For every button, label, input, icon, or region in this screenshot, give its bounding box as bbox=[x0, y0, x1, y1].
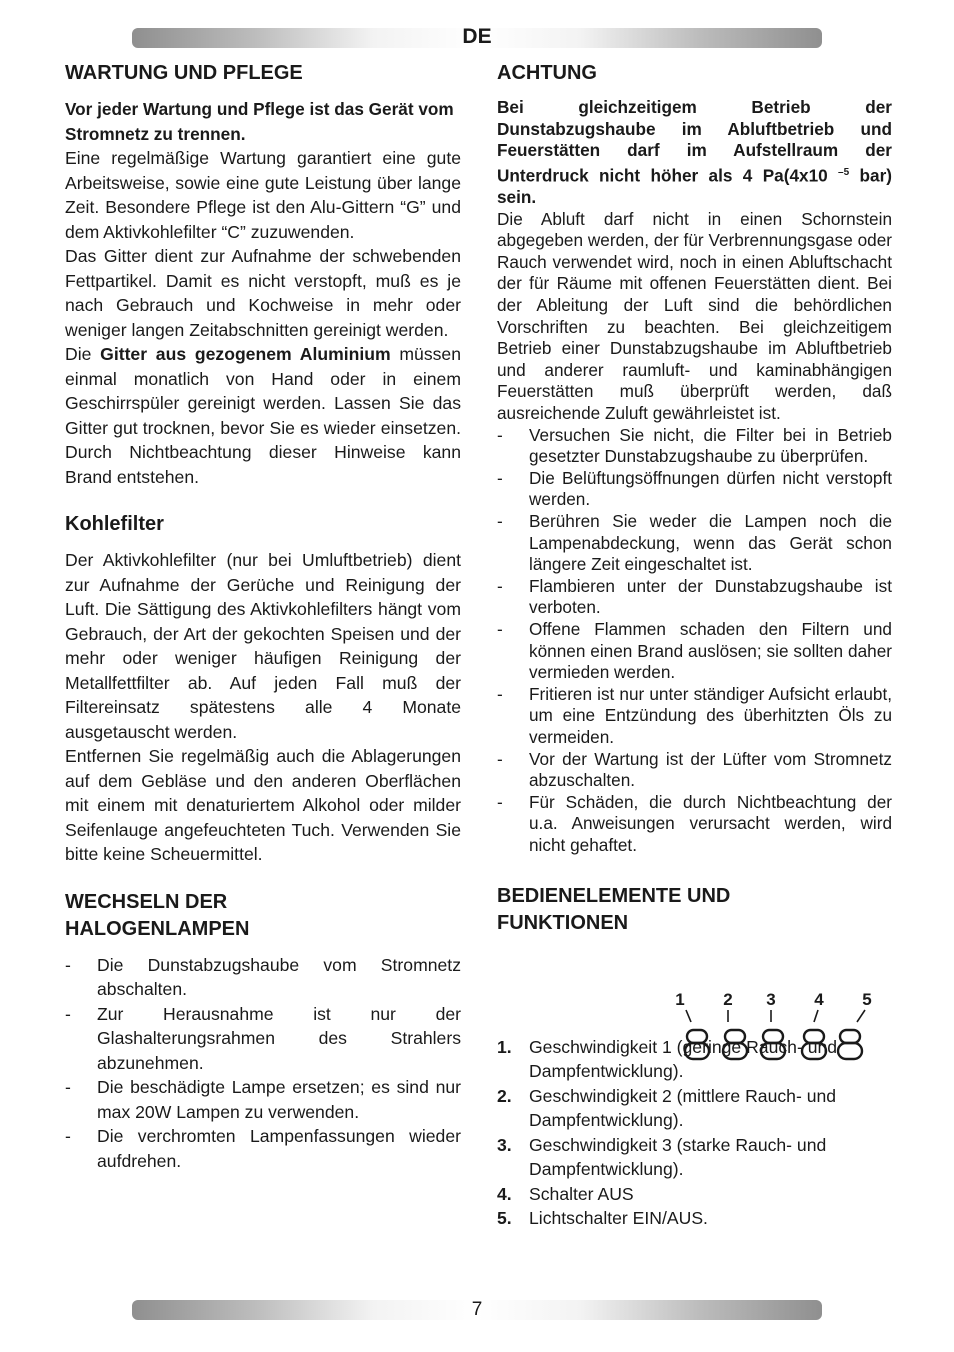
list-item: - Flambieren unter der Dunstabzugshaube ist verboten. bbox=[497, 576, 892, 619]
section-title-halogen: WECHSELN DER HALOGENLAMPEN bbox=[65, 890, 250, 940]
list-item: - Die Belüftungsöffnungen dürfen nicht verstopft werden. bbox=[497, 468, 892, 511]
list-item: - Berühren Sie weder die Lampen noch die Lampenabdeckung, wenn das Gerät schon längere Zeit eingeschaltet ist. bbox=[497, 511, 892, 576]
list-item: 4. Schalter AUS bbox=[497, 1183, 634, 1204]
list-item: - Zur Herausnahme ist nur der Glashalterungsrahmen des Strahlers abzunehmen. bbox=[65, 1002, 461, 1076]
kohle-paragraph-1: Der Aktivkohlefilter (nur bei Umluftbetrieb) dient zur Aufnahme der Gerüche und Reinigung der Luft. Die Sättigung des Aktivkohlefilters hängt vom Gebrauch, der Art der gekochten Speisen und der mehr oder weniger häufigen Reinigung der Metallfettfilter ab. Auf jeden Fall muß der Filtereinsatz spätestens alle 4 Monate ausgetauscht werden. bbox=[65, 550, 461, 742]
button-5-icon bbox=[838, 1030, 862, 1059]
language-code: DE bbox=[462, 25, 492, 48]
button-4-icon bbox=[802, 1030, 826, 1059]
kohle-paragraph-2: Entfernen Sie regelmäßig auch die Ablagerungen auf dem Gebläse und den anderen Oberflächen mit einem mit denaturiertem Alkohol oder milder Seifenlauge angefeuchteten Tuch. Verwenden Sie bitte keine Scheuermittel. bbox=[65, 746, 461, 864]
button-icons bbox=[685, 1030, 862, 1059]
diagram-label-1: 1 bbox=[675, 990, 685, 1009]
list-item: - Die verchromten Lampenfassungen wieder aufdrehen. bbox=[65, 1124, 461, 1173]
achtung-warning: Bei gleichzeitigem Betrieb der Dunstabzugshaube im Abluftbetrieb und Feuerstätten darf im Aufstellraum der Unterdruck nicht höher als 4 Pa(4x10 $^{-5}$ bar) sein. bbox=[497, 97, 892, 208]
list-item: 3. Geschwindigkeit 3 (starke Rauch- und Dampfentwicklung). bbox=[497, 1134, 827, 1180]
wartung-paragraph-3: Die Gitter aus gezogenem Aluminium müssen einmal monatlich von Hand oder in einem Geschirrspüler gereinigt werden. Lassen Sie das Gitter gut trocknen, bevor Sie es wieder einsetzen. Durch Nichtbeachtung dieser Hinweise kann Brand entstehen. bbox=[65, 344, 461, 487]
list-item: - Offene Flammen schaden den Filtern und können einen Brand auslösen; sie sollten daher vermieden werden. bbox=[497, 619, 892, 684]
leader-line-1 bbox=[686, 1010, 691, 1022]
button-3-icon bbox=[761, 1030, 785, 1059]
list-item: - Die beschädigte Lampe ersetzen; es sind nur max 20W Lampen zu verwenden. bbox=[65, 1075, 461, 1124]
list-item: - Fritieren ist nur unter ständiger Aufsicht erlaubt, um eine Entzündung des überhitzten Öls zu vermeiden. bbox=[497, 684, 892, 749]
emphasis-aluminium: Gitter aus gezogenem Aluminium bbox=[100, 344, 391, 364]
list-item: - Vor der Wartung ist der Lüfter vom Stromnetz abzuschalten. bbox=[497, 749, 892, 792]
wartung-paragraph-1: Eine regelmäßige Wartung garantiert eine gute Arbeitsweise, sowie eine gute Leistung über lange Zeit. Besondere Pflege ist den Alu-Gittern “G” und dem Aktivkohlefilter “C” zuzuwenden. bbox=[65, 148, 461, 242]
diagram-label-5: 5 bbox=[862, 990, 872, 1009]
button-1-icon bbox=[685, 1030, 709, 1059]
leader-line-5 bbox=[857, 1010, 865, 1022]
leader-line-4 bbox=[814, 1010, 818, 1022]
halogen-list bbox=[65, 953, 461, 1174]
left-column bbox=[65, 60, 461, 1173]
list-item: 5. Lichtschalter EIN/AUS. bbox=[497, 1208, 708, 1229]
diagram-label-3: 3 bbox=[766, 990, 776, 1009]
page-number: 7 bbox=[471, 1299, 483, 1320]
list-item: 1. Geschwindigkeit 1 (geringe Rauch- und Dampfentwicklung). bbox=[497, 1036, 838, 1082]
section-title-wartung: WARTUNG UND PFLEGE bbox=[65, 62, 303, 84]
section-title-achtung: ACHTUNG bbox=[497, 62, 597, 84]
diagram-label-4: 4 bbox=[814, 990, 824, 1009]
section-title-kohlefilter: Kohlefilter bbox=[65, 513, 164, 535]
diagram-label-2: 2 bbox=[723, 990, 733, 1009]
button-2-icon bbox=[723, 1030, 747, 1059]
list-item: - Für Schäden, die durch Nichtbeachtung der u.a. Anweisungen verursacht werden, wird nicht gehaftet. bbox=[497, 792, 892, 857]
achtung-list bbox=[497, 425, 892, 857]
control-panel-diagram bbox=[672, 986, 884, 1066]
list-item: - Die Dunstabzugshaube vom Stromnetz abschalten. bbox=[65, 953, 461, 1002]
control-panel-svg bbox=[672, 986, 884, 1066]
wartung-paragraph-2: Das Gitter dient zur Aufnahme der schwebenden Fettpartikel. Damit es nicht verstopft, muß es je nach Gebrauch und Kochweise in mehr oder weniger langen Zeitabschnitten gereinigt werden. bbox=[65, 246, 461, 340]
wartung-warning: Vor jeder Wartung und Pflege ist das Gerät vom Stromnetz zu trennen. bbox=[65, 99, 454, 144]
achtung-paragraph: Die Abluft darf nicht in einen Schornstein abgegeben werden, der für Verbrennungsgase oder Rauch verwendet wird, noch in einen Abluftschacht der für Räume mit offenen Feuerstätten dient. Bei der Ableitung der Luft sind die behördlichen Vorschriften zu beachten. Bei gleichzeitigem Betrieb einer Dunstabzugshaube im Abluftbetrieb und anderer raumluft- und kaminabhängigen Feuerstätten muß überprüft werden, daß ausreichende Zuluft gewährleistet ist. bbox=[497, 208, 892, 424]
section-title-bedienelemente: BEDIENELEMENTE UND FUNKTIONEN bbox=[497, 884, 731, 934]
list-item: 2. Geschwindigkeit 2 (mittlere Rauch- und Dampfentwicklung). bbox=[497, 1085, 837, 1131]
list-item: - Versuchen Sie nicht, die Filter bei in Betrieb gesetzter Dunstabzugshaube zu überprüfen. bbox=[497, 425, 892, 468]
